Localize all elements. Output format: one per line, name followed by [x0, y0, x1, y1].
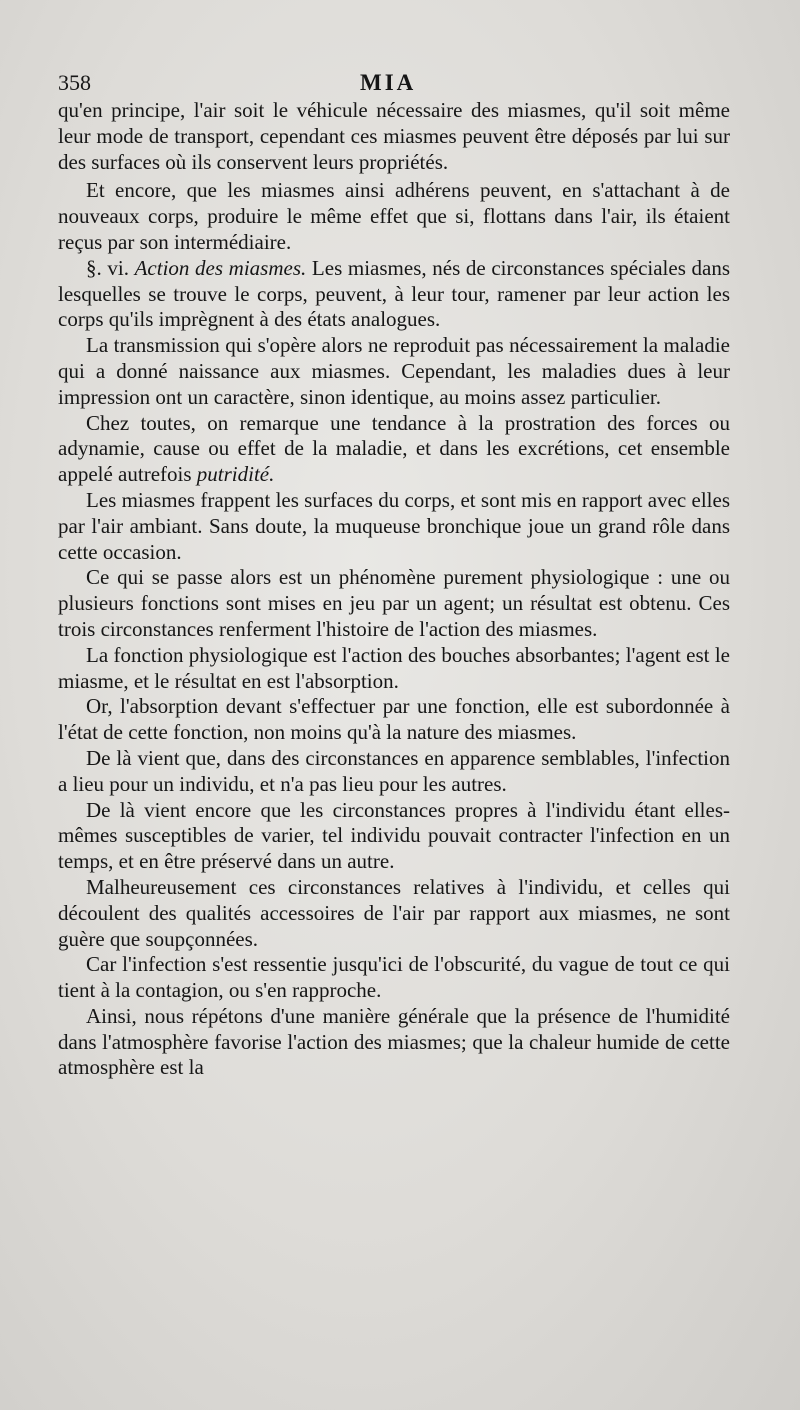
section-number: §. vi.	[86, 255, 129, 280]
section-title: Action des miasmes.	[134, 255, 307, 280]
paragraph-2: Et encore, que les miasmes ainsi adhérens peuvent, en s'attachant à de nouveaux corps, produire le même effet que si, flottans dans l'air, ils étaient reçus par son intermédiaire.	[58, 178, 730, 254]
running-head: MIA	[360, 70, 417, 95]
paragraph-11: De là vient encore que les circonstances propres à l'individu étant elles-mêmes susceptibles de varier, tel individu pouvait contracter l'infection en un temps, et en être préservé dans un autre.	[58, 797, 730, 874]
section-text: Les miasmes, nés de circonstances spéciales dans lesquelles se trouve le corps, peuvent, à leur tour, ramener par leur action les corps qu'ils imprègnent à des états analogues.	[58, 255, 730, 332]
paragraph-8: La fonction physiologique est l'action des bouches absorbantes; l'agent est le miasme, et le résultat en est l'absorption.	[58, 642, 730, 693]
body-text	[58, 98, 730, 1081]
paragraph-3-section-6	[58, 256, 730, 333]
paragraph-5-text: Chez toutes, on remarque une tendance à la prostration des forces ou adynamie, cause ou effet de la maladie, et dans les excrétions, cet ensemble appelé autrefois	[58, 410, 730, 487]
paragraph-4: La transmission qui s'opère alors ne reproduit pas nécessairement la maladie qui a donné naissance aux miasmes. Cependant, les maladies dues à leur impression ont un caractère, sinon identique, au moins assez particulier.	[58, 333, 730, 409]
paragraph-6: Les miasmes frappent les surfaces du corps, et sont mis en rapport avec elles par l'air ambiant. Sans doute, la muqueuse bronchique joue un grand rôle dans cette occasion.	[58, 487, 730, 564]
paragraph-12: Malheureusement ces circonstances relatives à l'individu, et celles qui découlent des qualités accessoires de l'air par rapport aux miasmes, ne sont guère que soupçonnées.	[58, 874, 730, 951]
paragraph-9: Or, l'absorption devant s'effectuer par une fonction, elle est subordonnée à l'état de cette fonction, non moins qu'à la nature des miasmes.	[58, 694, 730, 745]
paragraph-7: Ce qui se passe alors est un phénomène purement physiologique : une ou plusieurs fonctions sont mises en jeu par un agent; un résultat est obtenu. Ces trois circonstances renferment l'histoire de l'action des miasmes.	[58, 565, 730, 641]
paragraph-10: De là vient que, dans des circonstances en apparence semblables, l'infection a lieu pour un individu, et n'a pas lieu pour les autres.	[58, 745, 730, 796]
page-number: 358	[58, 70, 91, 95]
paragraph-5-italic: putridité.	[196, 462, 275, 487]
page-header	[58, 70, 738, 100]
paragraph-13: Car l'infection s'est ressentie jusqu'ici de l'obscurité, du vague de tout ce qui tient à la contagion, ou s'en rapproche.	[58, 952, 730, 1003]
paragraph-5	[58, 411, 730, 488]
paragraph-1: qu'en principe, l'air soit le véhicule nécessaire des miasmes, qu'il soit même leur mode de transport, cependant ces miasmes peuvent être déposés par lui sur des surfaces où ils conservent leurs propriétés.	[58, 98, 730, 174]
paragraph-14: Ainsi, nous répétons d'une manière générale que la présence de l'humidité dans l'atmosphère favorise l'action des miasmes; que la chaleur humide de cette atmosphère est la	[58, 1003, 730, 1080]
